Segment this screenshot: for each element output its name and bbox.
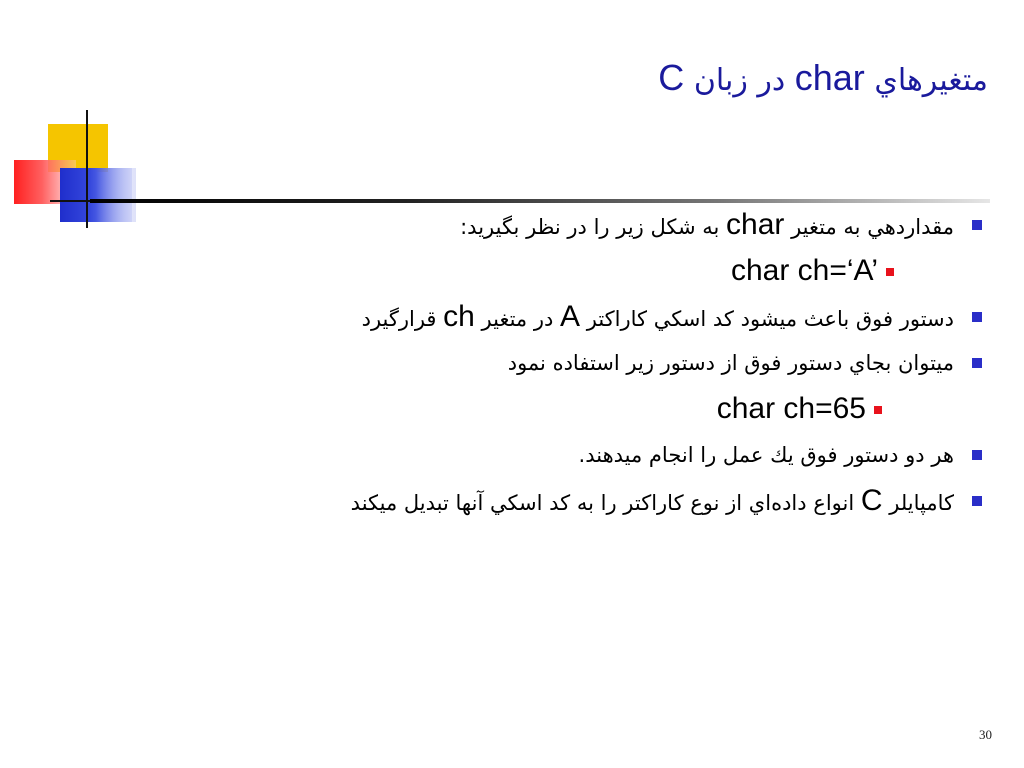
title-word-in-language: در زبان xyxy=(693,63,786,98)
sub-bullet-item xyxy=(62,252,922,298)
decor-horizontal-tick xyxy=(50,200,92,202)
code-example-char-65: char ch=65 xyxy=(716,392,866,425)
bullet-square-icon xyxy=(972,450,982,460)
code-example-char-a: char ch=‘A’ xyxy=(730,254,878,287)
bullet-code: C xyxy=(860,484,883,517)
bullet-text: در متغير xyxy=(481,307,554,331)
bullet-text: قرارگيرد xyxy=(361,307,437,331)
bullet-code: A xyxy=(560,300,581,333)
bullet-text: دستور فوق باعث ميشود كد اسكي كاراكتر xyxy=(586,307,954,331)
slide-title xyxy=(288,58,988,101)
title-underline-rule xyxy=(90,199,990,203)
bullet-square-icon xyxy=(972,312,982,322)
bullet-square-icon xyxy=(972,496,982,506)
title-keyword-char: char xyxy=(794,57,865,98)
bullet-text: انواع داده‌اي از نوع كاراكتر را به كد اسكي آنها تبديل ميكند xyxy=(350,491,855,515)
title-word-variables: متغيرهاي xyxy=(874,63,988,98)
bullet-item xyxy=(62,298,982,344)
bullet-item xyxy=(62,344,982,390)
bullet-text: مقداردهي به متغير xyxy=(791,215,954,239)
bullet-square-icon xyxy=(972,220,982,230)
sub-bullet-square-icon xyxy=(886,268,894,276)
bullet-text: هر دو دستور فوق يك عمل را انجام ميدهند. xyxy=(578,443,954,467)
title-language-c: C xyxy=(658,57,685,98)
bullet-code: ch xyxy=(443,300,475,333)
bullet-item xyxy=(62,436,982,482)
sub-bullet-item xyxy=(62,390,910,436)
bullet-text: كامپايلر xyxy=(889,491,954,515)
sub-bullet-square-icon xyxy=(874,406,882,414)
bullet-text: به شكل زير را در نظر بگيريد: xyxy=(460,215,720,239)
bullet-item xyxy=(62,482,982,528)
bullet-code: char xyxy=(726,208,785,241)
slide-body xyxy=(62,206,982,528)
page-number: 30 xyxy=(979,727,992,742)
bullet-square-icon xyxy=(972,358,982,368)
bullet-item xyxy=(62,206,982,252)
bullet-text: ميتوان بجاي دستور فوق از دستور زير استفاده نمود xyxy=(507,351,954,375)
